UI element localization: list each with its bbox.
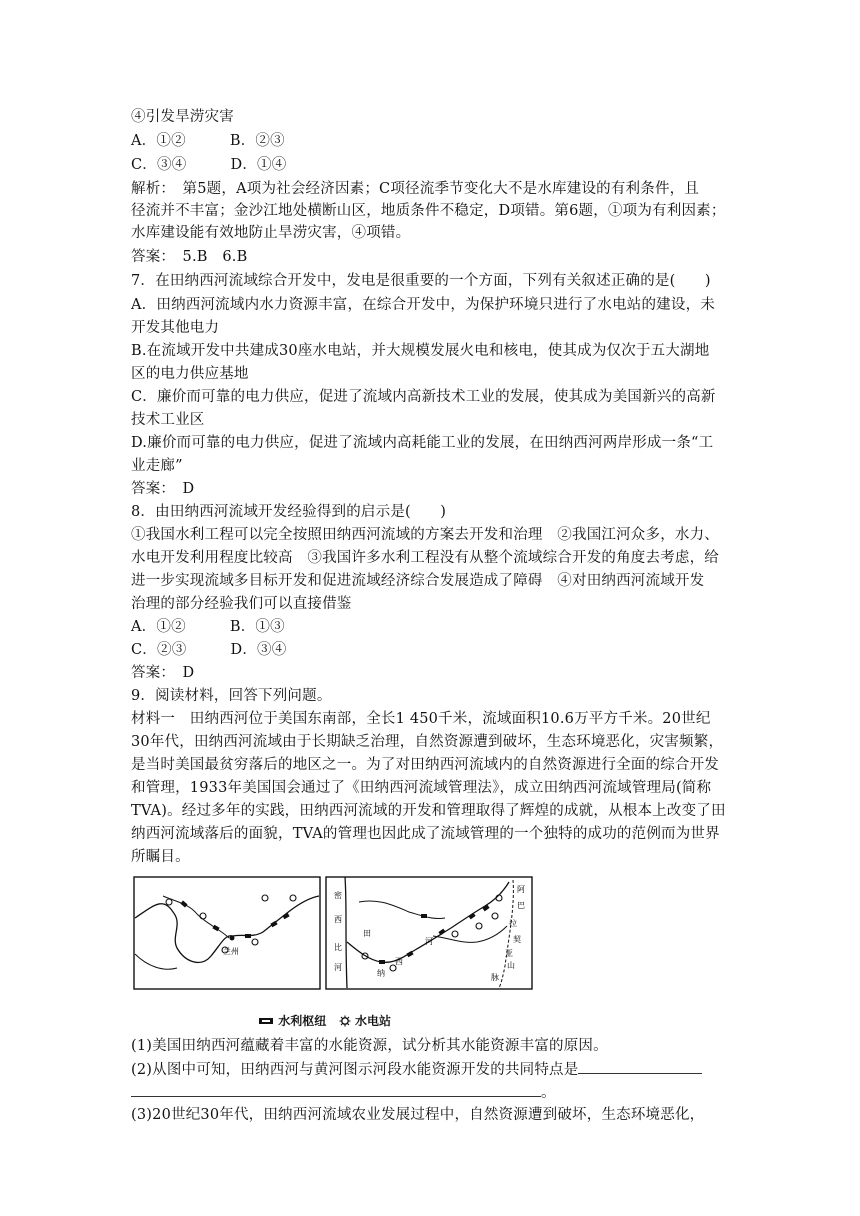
map-label: 河 xyxy=(425,937,433,946)
text-line: 所瞩目。 xyxy=(131,849,190,865)
text-line: 是当时美国最贫穷落后的地区之一。为了对田纳西河流域内的自然资源进行全面的综合开发 xyxy=(131,757,719,773)
hydropower-station-icon xyxy=(339,1015,351,1027)
text-line: A．田纳西河流域内水力资源丰富，在综合开发中，为保护环境只进行了水电站的建设，未 xyxy=(131,297,715,313)
map-label: 田 xyxy=(363,929,371,938)
text-line: 7．在田纳西河流域综合开发中，发电是很重要的一个方面，下列有关叙述正确的是( ) xyxy=(131,273,711,289)
map-label: 纳 xyxy=(377,969,385,978)
text-line: 开发其他电力 xyxy=(131,320,220,336)
text-line: 技术工业区 xyxy=(131,412,205,428)
map-label: 西 xyxy=(334,915,342,924)
text-line: 区的电力供应基地 xyxy=(131,366,249,382)
text-line: 纳西河流域落后的面貌，TVA的管理也因此成了流域管理的一个独特的成功的范例而为世界 xyxy=(131,826,720,842)
map-label: 亚 xyxy=(505,949,513,958)
text-line: C．廉价而可靠的电力供应，促进了流域内高新技术工业的发展，使其成为美国新兴的高新 xyxy=(131,389,716,405)
text-line: 水库建设能有效地防止旱涝灾害，④项错。 xyxy=(131,225,411,241)
map-label: 比 xyxy=(334,943,342,952)
question-2-cont xyxy=(131,1082,556,1103)
question-1: (1)美国田纳西河蕴藏着丰富的水能资源，试分析其水能资源丰富的原因。 xyxy=(131,1038,608,1054)
question-3: (3)20世纪30年代，田纳西河流域农业发展过程中，自然资源遭到破坏，生态环境恶化， xyxy=(131,1107,705,1123)
text-line: 径流并不丰富；金沙江地处横断山区，地质条件不稳定，D项错。第6题，①项为有利因素； xyxy=(131,203,726,219)
text-line: D.廉价而可靠的电力供应，促进了流域内高耗能工业的发展，在田纳西河两岸形成一条“工 xyxy=(131,435,714,451)
map-label: 密 xyxy=(334,891,342,900)
text-line: ①我国水利工程可以完全按照田纳西河流域的方案去开发和治理 ②我国江河众多，水力、 xyxy=(131,527,719,543)
question-2-text: (2)从图中可知，田纳西河与黄河图示河段水能资源开发的共同特点是 xyxy=(131,1062,579,1078)
map-label: 拉 xyxy=(509,919,517,928)
text-line: A．①② B．①③ xyxy=(131,619,285,635)
map-label: 契 xyxy=(513,935,521,944)
text-line: 治理的部分经验我们可以直接借鉴 xyxy=(131,596,352,612)
question-2-end: 。 xyxy=(541,1085,556,1101)
text-line: 答案： 5.B 6.B xyxy=(131,249,248,265)
text-line: TVA)。经过多年的实践，田纳西河流域的开发和管理取得了辉煌的成就，从根本上改变了田 xyxy=(131,803,726,819)
dam-icon xyxy=(258,1017,274,1025)
question-2 xyxy=(131,1059,702,1080)
map-label: 西 xyxy=(395,957,403,966)
text-line: 30年代，田纳西河流域由于长期缺乏治理，自然资源遭到破坏，生态环境恶化，灾害频繁， xyxy=(131,734,724,750)
map-label: 兰州 xyxy=(223,947,239,956)
text-line: 答案： D xyxy=(131,665,195,681)
text-line: 8．由田纳西河流域开发经验得到的启示是( ) xyxy=(131,504,447,520)
text-line: ④引发旱涝灾害 xyxy=(131,109,234,125)
map-label: 河 xyxy=(334,963,342,972)
text-line: 材料一 田纳西河位于美国东南部，全长1 450千米，流域面积10.6万平方千米。20世纪 xyxy=(131,711,711,727)
text-line: B.在流域开发中共建成30座水电站，并大规模发展火电和核电，使其成为仅次于五大湖地 xyxy=(131,343,710,359)
text-line: 水电开发利用程度比较高 ③我国许多水利工程没有从整个流域综合开发的角度去考虑，给 xyxy=(131,550,719,566)
map-label: 巴 xyxy=(517,901,525,910)
text-line: C．③④ D．①④ xyxy=(131,157,287,173)
answer-blank[interactable] xyxy=(131,1082,541,1097)
legend-label-station: 水电站 xyxy=(354,1014,391,1028)
text-line: 业走廊” xyxy=(131,458,183,474)
text-line: 9．阅读材料，回答下列问题。 xyxy=(131,688,332,704)
answer-blank[interactable] xyxy=(578,1059,702,1074)
map-legend xyxy=(258,1012,391,1029)
text-line: A．①② B．②③ xyxy=(131,133,285,149)
map-label: 脉 xyxy=(491,973,499,982)
text-line: 和管理，1933年美国国会通过了《田纳西河流域管理法》，成立田纳西河流域管理局(简称 xyxy=(131,780,712,796)
river-basin-map xyxy=(133,876,533,1008)
map-label: 山 xyxy=(507,961,515,970)
text-line: 解析： 第5题，A项为社会经济因素；C项径流季节变化大不是水库建设的有利条件，且 xyxy=(131,181,700,197)
map-label: 阿 xyxy=(517,885,525,894)
text-line: 答案： D xyxy=(131,481,195,497)
text-line: C．②③ D．③④ xyxy=(131,642,287,658)
text-line: 进一步实现流域多目标开发和促进流域经济综合发展造成了障碍 ④对田纳西河流域开发 xyxy=(131,573,705,589)
legend-label-dam: 水利枢纽 xyxy=(278,1014,327,1028)
